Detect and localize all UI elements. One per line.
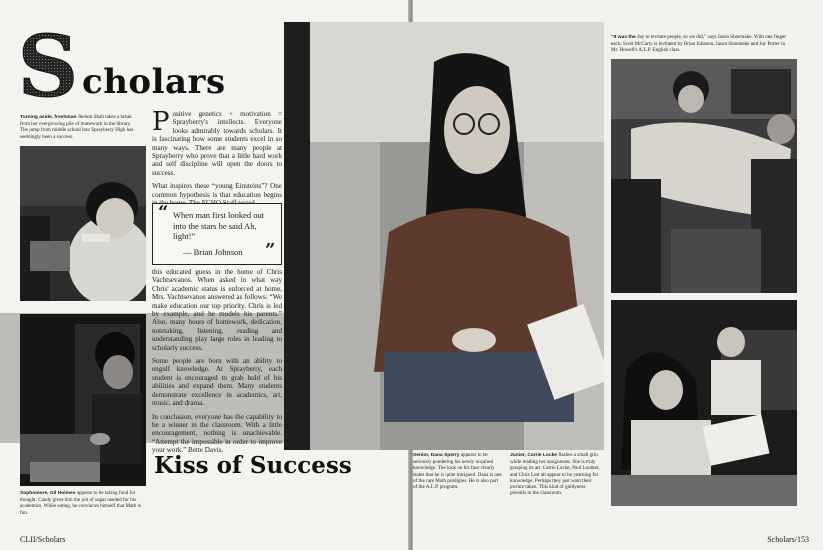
quote-author: — Brian Johnson <box>183 247 243 257</box>
photo-student-library <box>20 146 146 301</box>
page-number-left: CLII/Scholars <box>20 535 66 544</box>
open-quote-mark: “ <box>158 202 169 223</box>
quote-text: When man first looked out into the stars he said Ah, light!” <box>173 210 265 241</box>
close-quote-mark: ” <box>265 240 276 261</box>
caption-senior-dana: Senior, Dana Sperry appears to be seriously pondering his newly acquired knowledge. The look on his face clearly states that he is quite intrigued. Dana is one of the rare Math prodigies. He is also part of the A.L.P. program. <box>413 452 502 491</box>
caption-junior-carrie: Junior, Carrie Locke flashes a small grin while reading her assignment. She is truly grasping its art. Carrie Locke, Paul Loomer, and Chris Lott all appear to be yearning for knowledge. Perhaps they just want their picture taken. This kind of goldyness prevails in the classroom. <box>510 452 600 497</box>
photo-sophomore-candy <box>20 314 146 486</box>
caption-bottom-left: Sophomore, Gil Holmes appears to be taking food for thought. Candy gives him the jolt of sugar needed for his academics. While eating, he convinces himself that Math is fun. <box>20 490 141 516</box>
pull-quote <box>152 203 282 265</box>
caption-top-left: Turning aside, freshman Jhelum Shah takes a break from her overgrowing pile of homework in the library. The jump from middle school into Sprayberry High has seemingly been a success. <box>20 114 134 140</box>
page-title: cholars <box>82 62 226 102</box>
headline: Kiss of Success <box>154 452 352 479</box>
article-column-one: Positive genetics + motivation = Sprayberry's intellects. Everyone looks admirably towards scholars. It is fascinating how some students excel in so many ways. There are many people at Sprayberry who prove that a little hard work and self discipline will open the doors to success. What inspires these “young Einsteins”? One common hypothesis is that education begins <box>152 107 282 199</box>
caption-levitation: “It was the day to levitate people, so we did,” says Jason Shoemake. With one finger each, Scott McCarty is levitated by Brian Johnson, Jason Shoemake and Jay Porter in Mr. Howell's A.L.P. English class. <box>611 34 786 54</box>
article-column-two: this educated guess in the home of Chris Vachtsevanos. When asked in what way Chris' academic status is enforced at home, Mrs. Vachtsevanos answered as follows: “We make education our top priority. Chris is led by example, and he models his parents.” Also, many hours of homework, dedication, notetaking, listening, reading and understanding play large roles in leading to scholarly success. Some people are born with an ability to engulf knowledge. At Sprayberry, each student is encouraged to grab hold of his abilities and expand them. Many students demonstrate excellence in academics, art, music, and drama. In conclusion, everyone has the capability to be a winner in the classroom. With a little encouragement, nothing is unachievable. “Attempt the impossible in order to improve your work.” Bette Davis. <box>152 268 282 455</box>
svg-text:S: S <box>20 28 76 104</box>
dropcap: P <box>152 107 170 137</box>
photo-junior-carrie <box>611 300 797 506</box>
title-initial-s <box>20 28 76 104</box>
photo-levitation <box>611 59 797 293</box>
page-number-right: Scholars/153 <box>767 535 809 544</box>
photo-senior-dana <box>284 22 604 450</box>
